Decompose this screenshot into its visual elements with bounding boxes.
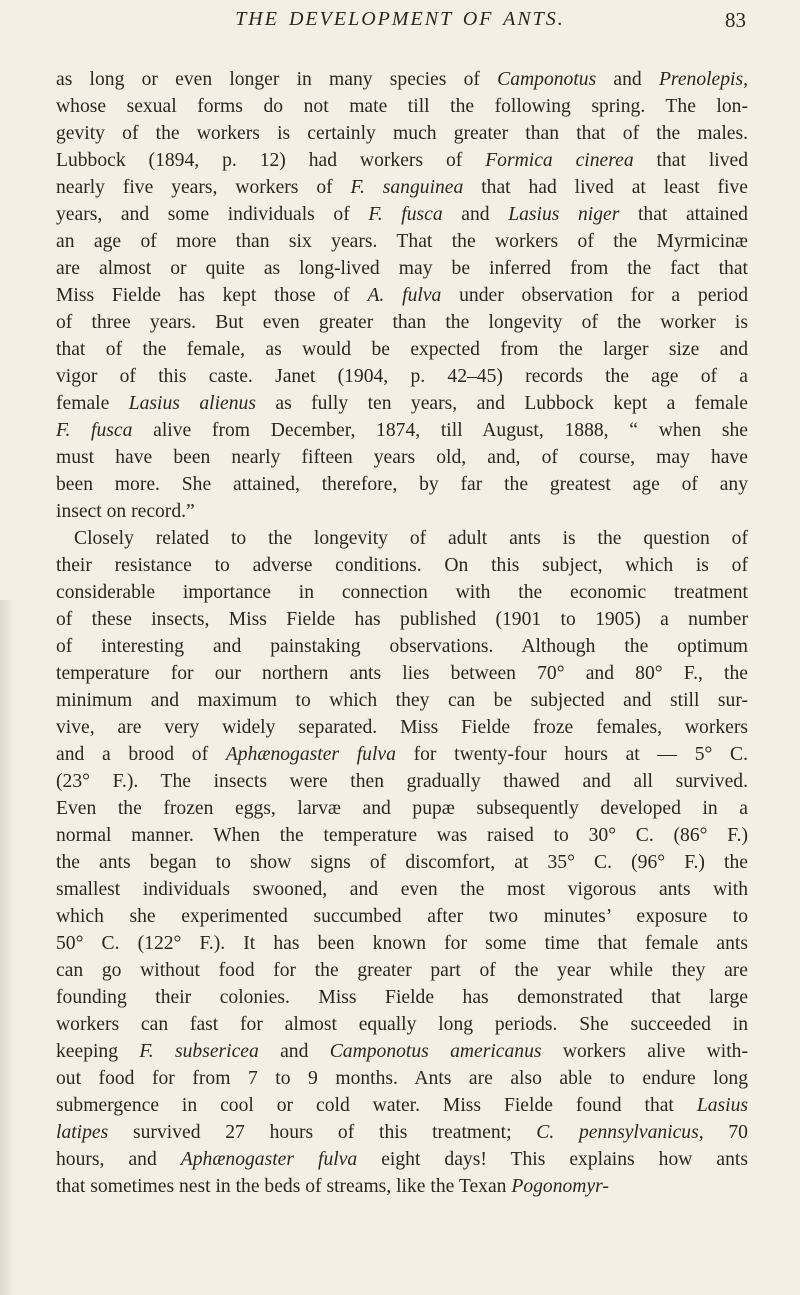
text-run: Even the frozen eggs, larvæ and pupæ subsequently developed in a	[56, 798, 748, 819]
text-run: are almost or quite as long-lived may be inferred from the fact that	[56, 258, 748, 279]
text-run: vigor of this caste. Janet (1904, p. 42–45) records the age of a	[56, 366, 748, 387]
text-run: that lived	[633, 150, 749, 171]
text-line	[56, 957, 748, 984]
text-line	[56, 444, 748, 471]
text-line	[56, 1065, 748, 1092]
italic-text: F. sanguinea	[350, 177, 464, 198]
text-run: been more. She attained, therefore, by far the greatest age of any	[56, 474, 748, 495]
text-line	[56, 93, 748, 120]
text-line	[56, 741, 748, 768]
text-run: and	[258, 1041, 330, 1062]
text-line	[56, 903, 748, 930]
text-line	[56, 66, 748, 93]
text-run: survived 27 hours of this treatment;	[108, 1122, 537, 1143]
text-line	[56, 579, 748, 606]
text-run: can go without food for the greater part of the year while they are	[56, 960, 748, 981]
text-run: vive, are very widely separated. Miss Fielde froze females, workers	[56, 717, 748, 738]
italic-text: latipes	[56, 1122, 109, 1143]
text-run: Miss Fielde has kept those of	[56, 285, 368, 306]
italic-text: C. pennsylvanicus,	[536, 1122, 704, 1143]
text-run: and a brood of	[56, 744, 226, 765]
binding-shadow	[0, 600, 14, 1295]
italic-text: A. fulva	[367, 285, 442, 306]
text-line	[56, 336, 748, 363]
text-run: hours, and	[56, 1149, 181, 1170]
body-text	[56, 66, 748, 1200]
italic-text: Lasius alienus	[128, 393, 256, 414]
text-run: Lubbock (1894, p. 12) had workers of	[56, 150, 486, 171]
text-line	[56, 822, 748, 849]
italic-text: Pogonomyr-	[511, 1176, 609, 1197]
text-run: 50° C. (122° F.). It has been known for some time that female ants	[56, 933, 748, 954]
text-line	[56, 363, 748, 390]
paragraph	[56, 525, 748, 1200]
text-line	[56, 174, 748, 201]
text-line	[56, 768, 748, 795]
page-number: 83	[725, 8, 746, 32]
text-run: that sometimes nest in the beds of streams, like the Texan	[56, 1176, 512, 1197]
text-line	[56, 147, 748, 174]
italic-text: Aphænogaster fulva	[180, 1149, 358, 1170]
text-run: that had lived at least five	[463, 177, 748, 198]
text-line	[56, 498, 748, 525]
text-line	[56, 633, 748, 660]
italic-text: Camponotus	[497, 69, 597, 90]
text-line	[56, 606, 748, 633]
italic-text: Prenolepis,	[658, 69, 749, 90]
text-run: of these insects, Miss Fielde has published (1901 to 1905) a number	[56, 609, 748, 630]
text-line	[56, 1092, 748, 1119]
text-run: and	[442, 204, 509, 225]
italic-text: Formica cinerea	[485, 150, 634, 171]
text-run: for twenty-four hours at — 5° C.	[395, 744, 748, 765]
text-line	[56, 120, 748, 147]
text-line	[56, 1146, 748, 1173]
text-run: workers can fast for almost equally long periods. She succeeded in	[56, 1014, 748, 1035]
text-run: that attained	[619, 204, 748, 225]
text-run: submergence in cool or cold water. Miss Fielde found that	[56, 1095, 697, 1116]
text-run: (23° F.). The insects were then gradually thawed and all survived.	[56, 771, 748, 792]
text-line	[56, 417, 748, 444]
text-line	[56, 660, 748, 687]
text-line	[56, 984, 748, 1011]
text-line	[56, 714, 748, 741]
text-run: keeping	[56, 1041, 140, 1062]
text-run: of interesting and painstaking observations. Although the optimum	[56, 636, 748, 657]
text-run: Closely related to the longevity of adult ants is the question of	[74, 528, 748, 549]
text-line	[56, 390, 748, 417]
text-run: 70	[703, 1122, 748, 1143]
text-run: minimum and maximum to which they can be subjected and still sur-	[56, 690, 748, 711]
italic-text: Camponotus americanus	[329, 1041, 542, 1062]
text-line	[56, 1011, 748, 1038]
text-line	[56, 1119, 748, 1146]
italic-text: F. subsericea	[139, 1041, 259, 1062]
text-run: female	[56, 393, 129, 414]
text-line	[56, 282, 748, 309]
text-run: founding their colonies. Miss Fielde has demonstrated that large	[56, 987, 748, 1008]
text-run: whose sexual forms do not mate till the following spring. The lon-	[56, 96, 748, 117]
text-line	[56, 1038, 748, 1065]
text-run: workers alive with-	[541, 1041, 748, 1062]
paragraph	[56, 66, 748, 525]
text-line	[56, 930, 748, 957]
italic-text: Lasius niger	[508, 204, 620, 225]
text-line	[56, 201, 748, 228]
text-line	[56, 228, 748, 255]
text-run: temperature for our northern ants lies between 70° and 80° F., the	[56, 663, 748, 684]
text-line	[56, 255, 748, 282]
text-line	[56, 525, 748, 552]
italic-text: F. fusca	[56, 420, 133, 441]
text-line	[56, 1173, 748, 1200]
text-run: as fully ten years, and Lubbock kept a female	[255, 393, 748, 414]
text-run: eight days! This explains how ants	[357, 1149, 748, 1170]
text-line	[56, 552, 748, 579]
text-run: alive from December, 1874, till August, 1888, “ when she	[132, 420, 748, 441]
running-title: THE DEVELOPMENT OF ANTS.	[235, 8, 565, 30]
text-run: as long or even longer in many species of	[56, 69, 498, 90]
text-run: out food for from 7 to 9 months. Ants are also able to endure long	[56, 1068, 748, 1089]
text-run: years, and some individuals of	[56, 204, 369, 225]
text-line	[56, 471, 748, 498]
text-run: the ants began to show signs of discomfort, at 35° C. (96° F.) the	[56, 852, 748, 873]
text-run: must have been nearly fifteen years old, and, of course, may have	[56, 447, 748, 468]
text-run: and	[596, 69, 659, 90]
text-run: an age of more than six years. That the workers of the Myrmicinæ	[56, 231, 748, 252]
italic-text: Lasius	[696, 1095, 748, 1116]
italic-text: Aphænogaster fulva	[225, 744, 396, 765]
text-line	[56, 687, 748, 714]
text-run: nearly five years, workers of	[56, 177, 351, 198]
text-line	[56, 876, 748, 903]
text-run: of three years. But even greater than the longevity of the worker is	[56, 312, 748, 333]
text-run: which she experimented succumbed after two minutes’ exposure to	[56, 906, 748, 927]
text-run: under observation for a period	[441, 285, 748, 306]
text-run: insect on record.”	[56, 501, 195, 522]
italic-text: F. fusca	[368, 204, 443, 225]
text-run: normal manner. When the temperature was raised to 30° C. (86° F.)	[56, 825, 748, 846]
text-run: smallest individuals swooned, and even the most vigorous ants with	[56, 879, 748, 900]
text-line	[56, 309, 748, 336]
text-run: their resistance to adverse conditions. On this subject, which is of	[56, 555, 748, 576]
page-header	[0, 8, 800, 48]
text-line	[56, 795, 748, 822]
text-run: that of the female, as would be expected from the larger size and	[56, 339, 748, 360]
text-line	[56, 849, 748, 876]
text-run: gevity of the workers is certainly much greater than that of the males.	[56, 123, 748, 144]
text-run: considerable importance in connection with the economic treatment	[56, 582, 748, 603]
